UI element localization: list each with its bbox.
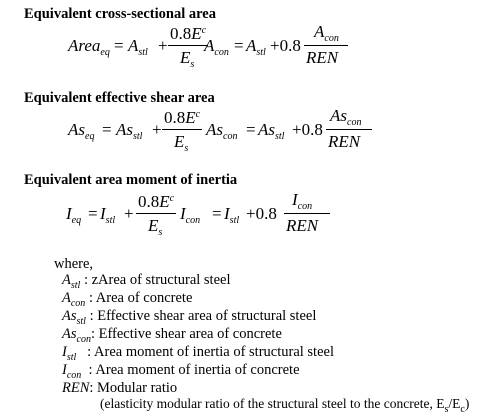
equation-inertia: $I_{eq}$ = $I_{stl}$ + $0.8E^c$ $E_s$ $I_{con}$ = $I_{stl}$ +0.8 $I_{con}$ REN (0, 168, 500, 258)
definition-a-stl: $A_{stl}$ : zArea of structural steel (62, 272, 231, 291)
heading-equivalent-shear-area: Equivalent effective shear area (24, 90, 215, 106)
definition-as-con: $As_{con}$: Effective shear area of concrete (62, 326, 282, 345)
definition-i-stl: $I_{stl}$ : Area moment of inertia of structural steel (62, 344, 334, 363)
definition-as-stl: $As_{stl}$ : Effective shear area of structural steel (62, 308, 317, 327)
definition-ren: REN: Modular ratio (62, 380, 178, 396)
equation-area: Area$_{eq}$ = $A_{stl}$ + $0.8E^c$ $E_s$ $A_{con}$ = $A_{stl}$ +0.8 $A_{con}$ REN (0, 0, 500, 90)
equation-shear-area: $As_{eq}$ = $As_{stl}$ + $0.8E^c$ $E_s$ $As_{con}$ = $As_{stl}$ +0.8 $As_{con}$ REN (0, 84, 500, 174)
heading-equivalent-inertia: Equivalent area moment of inertia (24, 172, 238, 188)
definitions-list (62, 0, 492, 413)
definition-i-con: $I_{con}$ : Area moment of inertia of concrete (62, 362, 300, 381)
modular-ratio-note: (elasticity modular ratio of the structural steel to the concrete, $E_s/E_c$) (100, 396, 470, 415)
where-label: where, (54, 256, 94, 272)
definition-a-con: $A_{con}$ : Area of concrete (62, 290, 193, 309)
heading-equivalent-area: Equivalent cross-sectional area (24, 6, 216, 22)
